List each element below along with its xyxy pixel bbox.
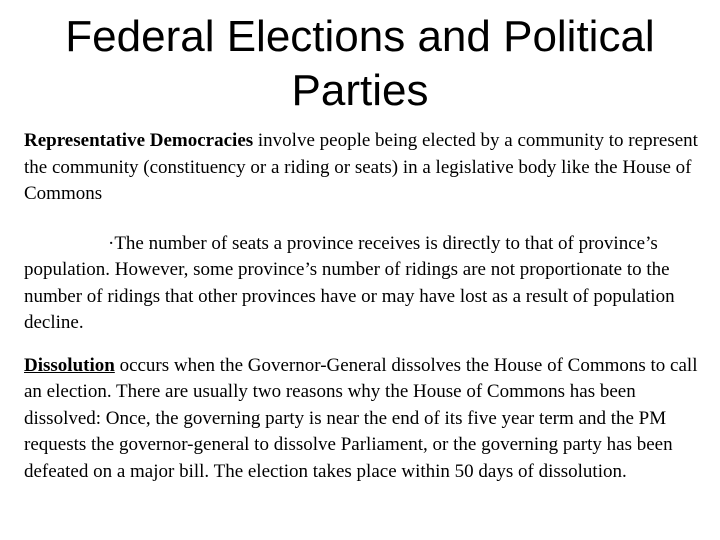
term-dissolution: Dissolution [24,354,115,376]
slide-body [24,128,700,485]
paragraph-dissolution [24,353,700,486]
term-representative-democracies: Representative Democracies [24,130,254,151]
paragraph-representative-democracies [24,128,700,208]
slide-title-line-2: Parties [291,66,429,115]
paragraph-3-text: occurs when the Governor-General dissolves the House of Commons to call an election. There are usually two reasons why the House of Commons has been dissolved: Once, the governing party is near the end of its five year term and the PM requests the governor-general to dissolve Parliament, or the governing party has been defeated on a major bill. The election takes place within 50 days of dissolution. [24,354,698,482]
bullet-icon: · [108,232,115,254]
paragraph-1-text: involve people being elected by a community to represent the community (constituency or a riding or seats) in a legislative body like the House of Commons [24,130,698,204]
paragraph-2-text: The number of seats a province receives is directly to that of province’s population. However, some province’s number of ridings are not proportionate to the number of ridings that other provinces have or may have lost as a result of population decline. [24,232,675,333]
paragraph-seat-distribution [24,231,700,337]
slide-title [20,10,700,118]
slide-title-line-1: Federal Elections and Political [65,12,655,61]
